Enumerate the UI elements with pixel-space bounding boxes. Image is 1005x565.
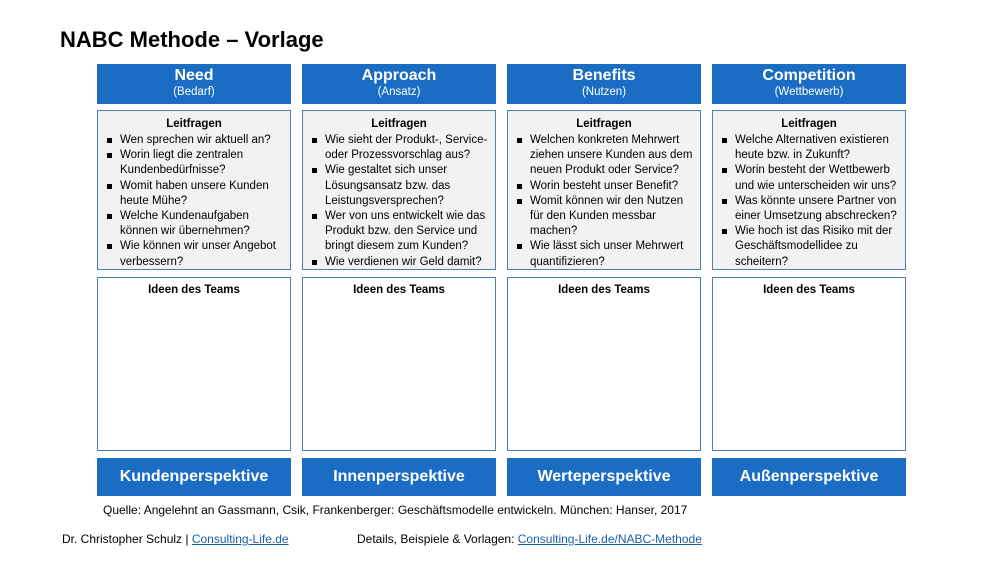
column-title: Approach	[361, 67, 437, 84]
perspective-label: Innenperspektive	[302, 458, 496, 496]
question-item: Wie hoch ist das Risiko mit der Geschäftsmodellidee zu scheitern?	[735, 224, 899, 270]
column-subtitle: (Nutzen)	[581, 86, 627, 98]
details-text: Details, Beispiele & Vorlagen:	[357, 532, 518, 546]
perspective-label: Kundenperspektive	[97, 458, 291, 496]
question-item: Welchen konkreten Mehrwert ziehen unsere Kunden aus dem neuen Produkt oder Service?	[530, 133, 694, 179]
question-item: Wie verdienen wir Geld damit?	[325, 255, 489, 270]
footer-details	[357, 532, 702, 546]
team-ideas-box[interactable]	[97, 277, 291, 451]
author-link[interactable]: Consulting-Life.de	[191, 532, 289, 546]
details-link[interactable]: Consulting-Life.de/NABC-Methode	[517, 532, 702, 546]
column-header	[302, 64, 496, 104]
ideas-heading: Ideen des Teams	[558, 284, 650, 296]
team-ideas-box[interactable]	[712, 277, 906, 451]
guide-questions-box	[302, 110, 496, 270]
question-item: Welche Kundenaufgaben können wir übernehmen?	[120, 209, 284, 239]
page-title: NABC Methode – Vorlage	[60, 27, 324, 52]
question-item: Wie können wir unser Angebot verbessern?	[120, 239, 284, 269]
team-ideas-box[interactable]	[302, 277, 496, 451]
question-list	[508, 133, 700, 270]
column-header	[97, 64, 291, 104]
question-item: Wie sieht der Produkt-, Service- oder Prozessvorschlag aus?	[325, 133, 489, 163]
column-subtitle: (Ansatz)	[377, 86, 421, 98]
guide-heading: Leitfragen	[576, 118, 632, 130]
question-item: Wie gestaltet sich unser Lösungsansatz bzw. das Leistungsversprechen?	[325, 163, 489, 209]
question-item: Worin liegt die zentralen Kundenbedürfnisse?	[120, 148, 284, 178]
ideas-heading: Ideen des Teams	[353, 284, 445, 296]
question-item: Welche Alternativen existieren heute bzw. in Zukunft?	[735, 133, 899, 163]
guide-heading: Leitfragen	[781, 118, 837, 130]
question-item: Was könnte unsere Partner von einer Umsetzung abschrecken?	[735, 194, 899, 224]
question-item: Womit haben unsere Kunden heute Mühe?	[120, 179, 284, 209]
guide-heading: Leitfragen	[371, 118, 427, 130]
team-ideas-box[interactable]	[507, 277, 701, 451]
guide-questions-box	[507, 110, 701, 270]
column-title: Benefits	[572, 67, 636, 84]
source-citation: Quelle: Angelehnt an Gassmann, Csik, Frankenberger: Geschäftsmodelle entwickeln. München: Hanser, 2017	[103, 503, 688, 517]
column-subtitle: (Wettbewerb)	[774, 86, 844, 98]
column-header	[507, 64, 701, 104]
column-header	[712, 64, 906, 104]
question-list	[98, 133, 290, 270]
question-item: Wen sprechen wir aktuell an?	[120, 133, 284, 148]
author-text: Dr. Christopher Schulz |	[62, 532, 192, 546]
guide-heading: Leitfragen	[166, 118, 222, 130]
question-item: Wie lässt sich unser Mehrwert quantifizieren?	[530, 239, 694, 269]
question-item: Wer von uns entwickelt wie das Produkt bzw. den Service und bringt diesem zum Kunden?	[325, 209, 489, 255]
guide-questions-box	[712, 110, 906, 270]
question-item: Worin besteht unser Benefit?	[530, 179, 694, 194]
ideas-heading: Ideen des Teams	[763, 284, 855, 296]
question-item: Womit können wir den Nutzen für den Kunden messbar machen?	[530, 194, 694, 240]
column-title: Competition	[762, 67, 856, 84]
guide-questions-box	[97, 110, 291, 270]
question-item: Worin besteht der Wettbewerb und wie unterscheiden wir uns?	[735, 163, 899, 193]
question-list	[713, 133, 905, 270]
column-subtitle: (Bedarf)	[173, 86, 215, 98]
perspective-label: Werteperspektive	[507, 458, 701, 496]
ideas-heading: Ideen des Teams	[148, 284, 240, 296]
column-title: Need	[174, 67, 214, 84]
perspective-label: Außenperspektive	[712, 458, 906, 496]
question-list	[303, 133, 495, 270]
footer-author	[62, 532, 289, 546]
